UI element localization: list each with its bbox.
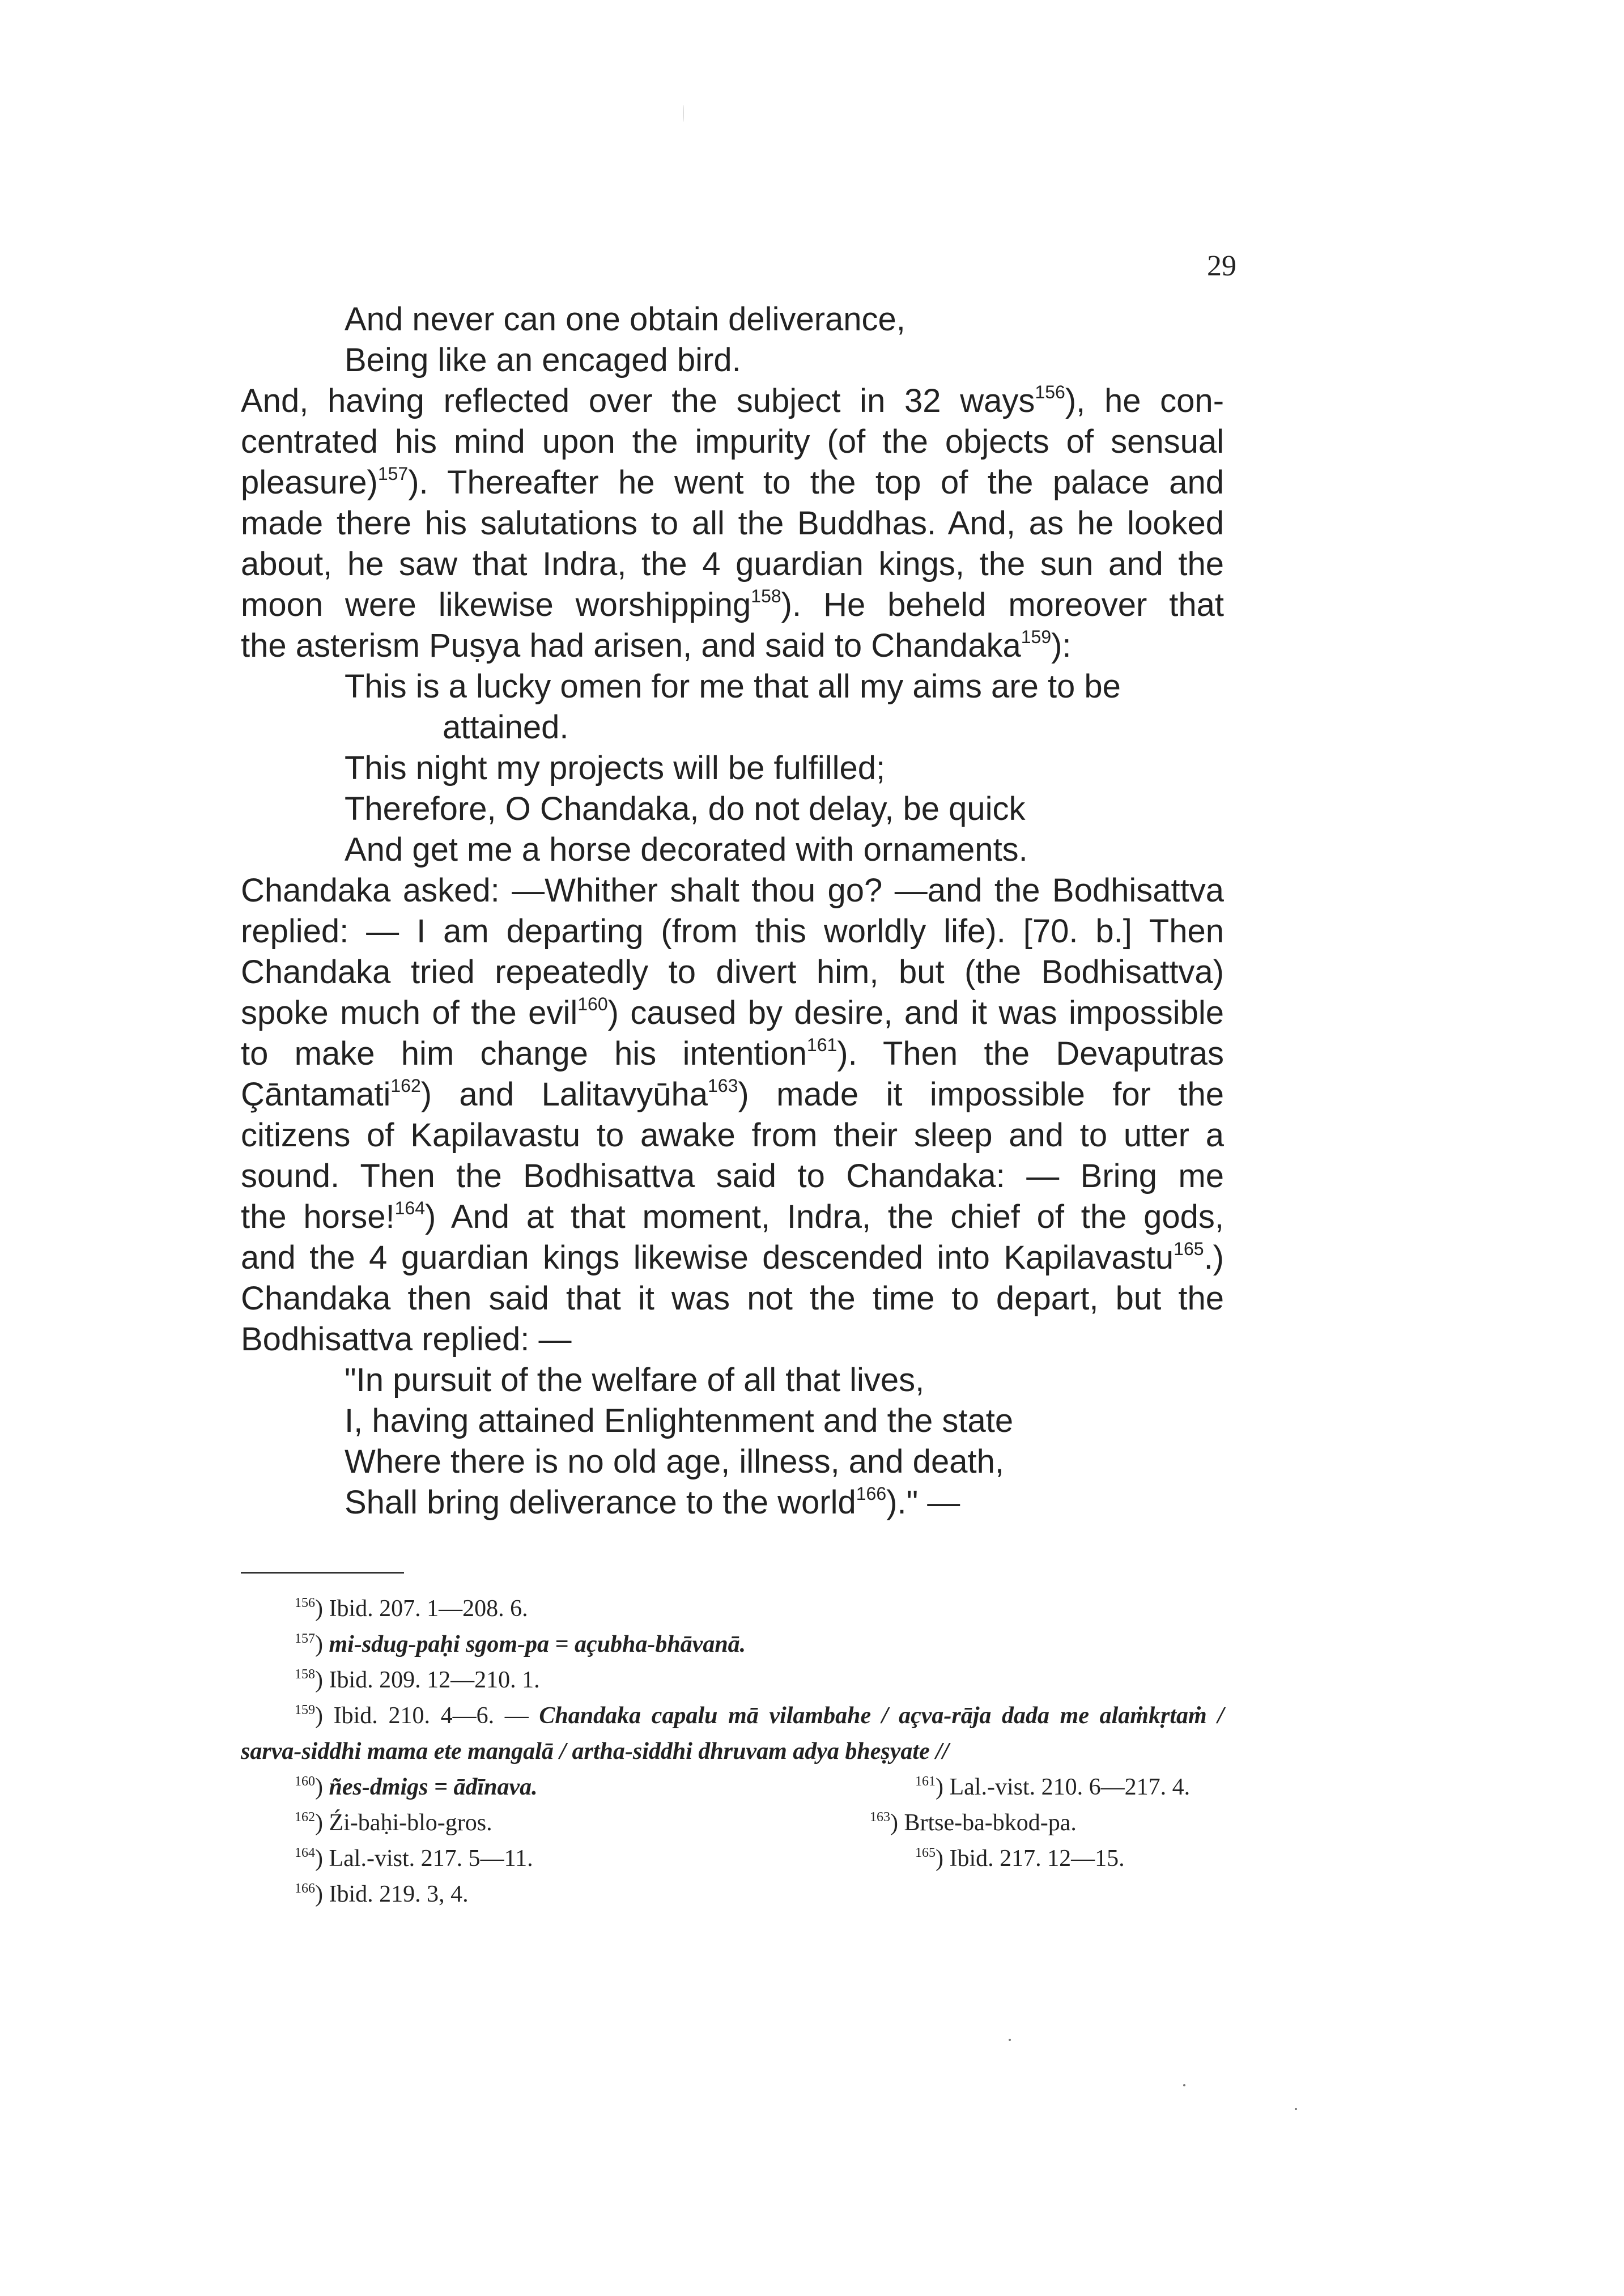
footnote-161 bbox=[915, 1770, 1190, 1805]
footnote-163 bbox=[870, 1805, 1077, 1841]
text-run: ) made it impossible for the bbox=[738, 1076, 1224, 1113]
footnote-number: 158 bbox=[295, 1667, 315, 1682]
text-run: ) caused by desire, and it was impossible bbox=[607, 994, 1224, 1031]
text-run: ), he con- bbox=[1065, 382, 1225, 419]
verse-line: attained. bbox=[443, 709, 569, 746]
footnote-157 bbox=[241, 1627, 1224, 1663]
prose-line: Chandaka tried repeatedly to divert him, but (the Bodhisattva) bbox=[241, 954, 1224, 990]
prose-line bbox=[241, 462, 1224, 503]
text-run: moon were likewise worshipping bbox=[241, 586, 751, 623]
prose-line: about, he saw that Indra, the 4 guardian kings, the sun and the bbox=[241, 546, 1224, 582]
footnote-text: ) Ibid. 210. 4—6. — bbox=[315, 1703, 539, 1729]
prose-line bbox=[241, 1034, 1224, 1074]
footnote-ref: 164 bbox=[394, 1198, 425, 1218]
footnote-text: ) Brtse-ba-bkod-pa. bbox=[890, 1810, 1077, 1836]
footnote-ref: 161 bbox=[806, 1035, 837, 1055]
text-run: And, having reflected over the subject in 32 ways bbox=[241, 382, 1035, 419]
prose-line: centrated his mind upon the impurity (of the objects of sensual bbox=[241, 423, 1224, 460]
footnote-text: ) Ibid. 217. 12—15. bbox=[936, 1846, 1125, 1872]
prose-line: replied: — I am departing (from this worldly life). [70. b.] Then bbox=[241, 913, 1224, 950]
text-run: ). He beheld moreover that bbox=[781, 586, 1224, 623]
scan-speck bbox=[1295, 2108, 1297, 2110]
prose-line bbox=[241, 993, 1224, 1034]
scan-speck bbox=[1183, 2084, 1185, 2086]
footnote-divider bbox=[241, 1572, 404, 1574]
prose-line: citizens of Kapilavastu to awake from their sleep and to utter a bbox=[241, 1117, 1224, 1154]
prose-line: Chandaka asked: —Whither shalt thou go? —and the Bodhisattva bbox=[241, 872, 1224, 909]
footnote-ref: 163 bbox=[708, 1075, 738, 1096]
footnote-text: ) Źi-baḥi-blo-gros. bbox=[315, 1810, 492, 1836]
scan-mark bbox=[683, 105, 684, 122]
prose-line: made there his salutations to all the Buddhas. And, as he looked bbox=[241, 505, 1224, 542]
verse-line: I, having attained Enlightenment and the state bbox=[345, 1402, 1014, 1439]
footnote-text: ) Lal.-vist. 217. 5—11. bbox=[315, 1846, 533, 1872]
text-run: Çāntamati bbox=[241, 1076, 391, 1113]
verse-line: "In pursuit of the welfare of all that lives, bbox=[345, 1362, 925, 1398]
footnote-number: 163 bbox=[870, 1810, 890, 1825]
verse-line: And get me a horse decorated with ornaments. bbox=[345, 831, 1028, 868]
footnote-number: 161 bbox=[915, 1774, 936, 1789]
main-text bbox=[241, 299, 1224, 1523]
prose-line: sound. Then the Bodhisattva said to Chandaka: — Bring me bbox=[241, 1158, 1224, 1194]
footnote-row bbox=[241, 1805, 1224, 1841]
verse-line: Where there is no old age, illness, and death, bbox=[345, 1443, 1004, 1480]
footnote-text-italic: Chandaka capalu mā vilambahe / açva-rāja dada me alaṁkṛtaṁ / sarva-siddhi mama ete mangalā / artha-siddhi dhruvam adya bheṣyate // bbox=[241, 1703, 1224, 1764]
footnote-166 bbox=[241, 1877, 1224, 1912]
text-run: spoke much of the evil bbox=[241, 994, 578, 1031]
prose-line bbox=[241, 585, 1224, 626]
footnote-text: ) Lal.-vist. 210. 6—217. 4. bbox=[936, 1774, 1191, 1800]
scan-speck bbox=[1009, 2039, 1011, 2041]
text-run: Shall bring deliverance to the world bbox=[345, 1484, 856, 1521]
footnote-text: ) bbox=[315, 1631, 329, 1657]
text-run: ). Then the Devaputras bbox=[837, 1035, 1224, 1072]
verse-line: And never can one obtain deliverance, bbox=[345, 301, 905, 338]
footnote-number: 156 bbox=[295, 1596, 315, 1610]
prose-line: Chandaka then said that it was not the time to depart, but the bbox=[241, 1280, 1224, 1317]
footnote-165 bbox=[915, 1841, 1125, 1877]
footnote-ref: 159 bbox=[1021, 627, 1052, 647]
footnote-ref: 156 bbox=[1035, 382, 1065, 402]
prose-line bbox=[241, 381, 1224, 422]
prose-line bbox=[241, 1197, 1224, 1238]
footnote-text: ) Ibid. 207. 1—208. 6. bbox=[315, 1596, 528, 1622]
verse-line bbox=[241, 1482, 1224, 1523]
footnote-number: 166 bbox=[295, 1881, 315, 1896]
footnotes bbox=[241, 1591, 1224, 1912]
footnote-156 bbox=[241, 1591, 1224, 1627]
prose-line: Bodhisattva replied: — bbox=[241, 1321, 572, 1358]
text-run: )." — bbox=[886, 1484, 960, 1521]
verse-line: Being like an encaged bird. bbox=[345, 342, 741, 379]
text-run: .) bbox=[1204, 1239, 1224, 1276]
footnote-text: ) bbox=[315, 1774, 329, 1800]
footnote-number: 157 bbox=[295, 1631, 315, 1646]
text-run: ): bbox=[1051, 627, 1072, 664]
text-run: pleasure) bbox=[241, 464, 378, 501]
text-run: the asterism Puṣya had arisen, and said to Chandaka bbox=[241, 627, 1021, 664]
footnote-text: ) Ibid. 219. 3, 4. bbox=[315, 1881, 469, 1907]
footnote-text-italic: ñes-dmigs = ādīnava. bbox=[329, 1774, 538, 1800]
prose-line bbox=[241, 1238, 1224, 1278]
page-number: 29 bbox=[1207, 250, 1236, 282]
footnote-158 bbox=[241, 1663, 1224, 1698]
footnote-text-italic: mi-sdug-paḥi sgom-pa = açubha-bhāvanā. bbox=[329, 1631, 746, 1657]
footnote-ref: 160 bbox=[577, 994, 608, 1014]
text-run: the horse! bbox=[241, 1198, 395, 1235]
footnote-row bbox=[241, 1770, 1224, 1805]
footnote-number: 165 bbox=[915, 1846, 936, 1860]
footnote-ref: 158 bbox=[751, 586, 781, 606]
footnote-ref: 165 bbox=[1174, 1239, 1204, 1259]
footnote-number: 159 bbox=[295, 1703, 315, 1717]
text-run: ) And at that moment, Indra, the chief of the gods, bbox=[424, 1198, 1224, 1235]
footnote-ref: 162 bbox=[390, 1075, 421, 1096]
footnote-row bbox=[241, 1841, 1224, 1877]
text-run: ) and Lalitavyūha bbox=[420, 1076, 708, 1113]
footnote-ref: 166 bbox=[856, 1483, 887, 1504]
text-run: to make him change his intention bbox=[241, 1035, 807, 1072]
text-run: ). Thereafter he went to the top of the palace and bbox=[408, 464, 1224, 501]
footnote-number: 162 bbox=[295, 1810, 315, 1825]
verse-line: Therefore, O Chandaka, do not delay, be quick bbox=[345, 790, 1026, 827]
footnote-159 bbox=[241, 1698, 1224, 1770]
footnote-ref: 157 bbox=[377, 464, 409, 484]
text-run: and the 4 guardian kings likewise descended into Kapilavastu bbox=[241, 1239, 1174, 1276]
prose-line bbox=[241, 1074, 1224, 1115]
prose-line bbox=[241, 626, 1224, 666]
footnote-number: 164 bbox=[295, 1846, 315, 1860]
verse-line: This is a lucky omen for me that all my aims are to be bbox=[345, 668, 1121, 705]
footnote-number: 160 bbox=[295, 1774, 315, 1789]
verse-line: This night my projects will be fulfilled; bbox=[345, 750, 886, 786]
footnote-text: ) Ibid. 209. 12—210. 1. bbox=[315, 1667, 540, 1693]
